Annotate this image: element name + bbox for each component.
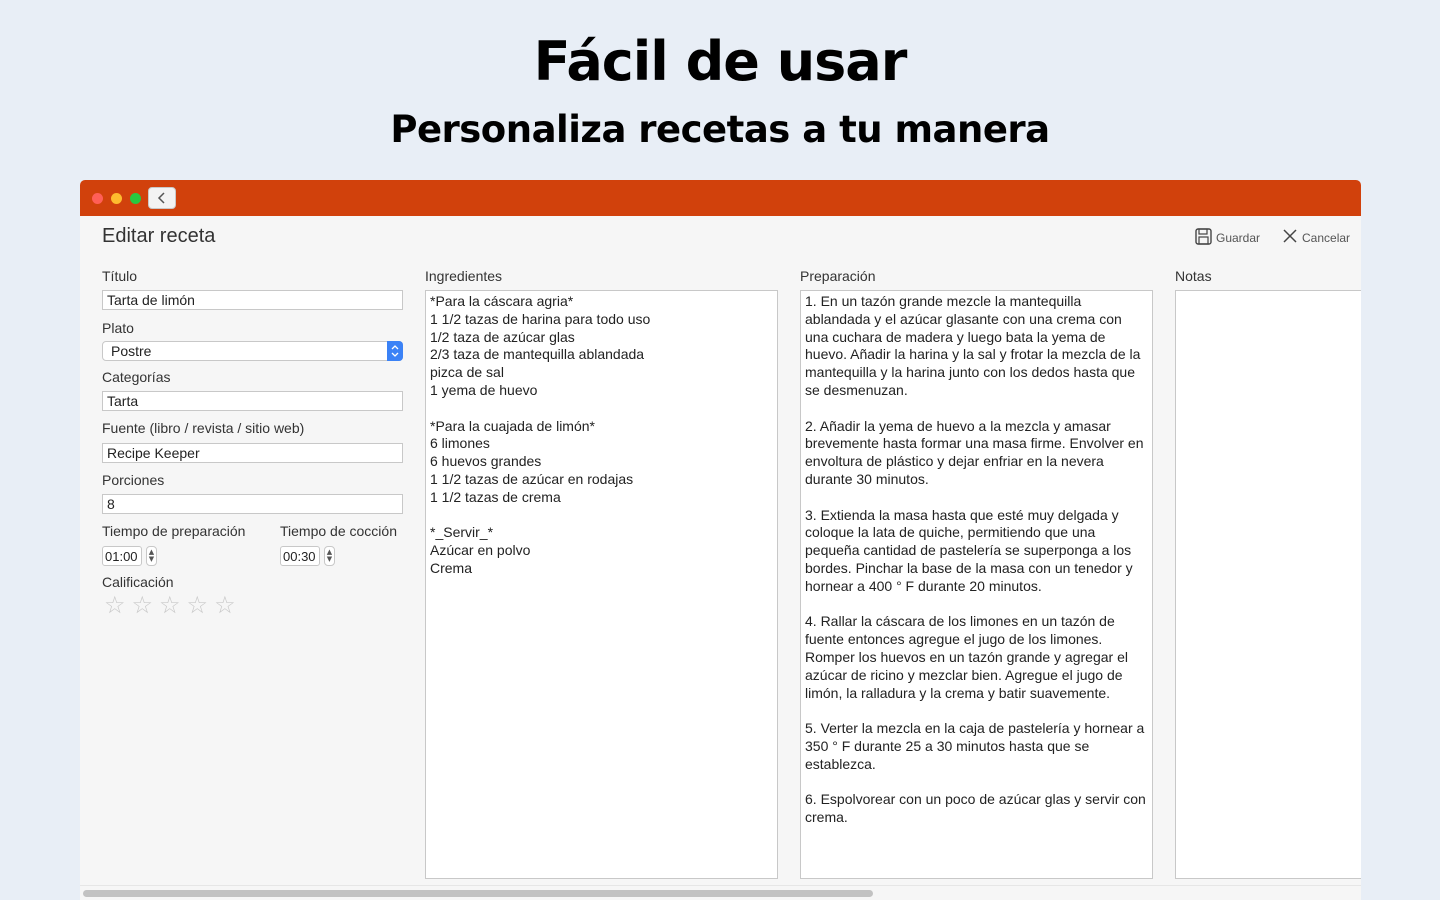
source-label: Fuente (libro / revista / sitio web) bbox=[102, 420, 305, 436]
source-field[interactable]: Recipe Keeper bbox=[102, 443, 403, 463]
window-titlebar bbox=[80, 180, 1361, 216]
star-icon[interactable]: ☆ bbox=[104, 591, 126, 619]
scrollbar-thumb[interactable] bbox=[83, 890, 873, 897]
servings-label: Porciones bbox=[102, 472, 165, 488]
cook-time-label: Tiempo de cocción bbox=[280, 523, 397, 539]
stepper-up-icon: ▲ bbox=[326, 548, 333, 556]
cancel-button[interactable] bbox=[1282, 228, 1350, 247]
zoom-window-button[interactable] bbox=[130, 193, 141, 204]
preparation-label: Preparación bbox=[800, 268, 876, 284]
close-window-button[interactable] bbox=[92, 193, 103, 204]
back-button[interactable] bbox=[148, 187, 176, 209]
stepper-down-icon: ▼ bbox=[326, 555, 333, 563]
categories-field[interactable]: Tarta bbox=[102, 391, 403, 411]
star-icon[interactable]: ☆ bbox=[214, 591, 236, 619]
course-select-value: Postre bbox=[111, 343, 152, 359]
notes-textarea[interactable] bbox=[1175, 290, 1361, 879]
stepper-up-icon: ▲ bbox=[148, 548, 155, 556]
notes-label: Notas bbox=[1175, 268, 1212, 284]
hero-subtitle: Personaliza recetas a tu manera bbox=[390, 108, 1050, 151]
select-arrows-icon bbox=[387, 341, 403, 361]
star-icon[interactable]: ☆ bbox=[131, 591, 154, 619]
course-label: Plato bbox=[102, 320, 134, 336]
title-field[interactable]: Tarta de limón bbox=[102, 290, 403, 310]
cook-time-field[interactable]: 00:30 bbox=[280, 546, 320, 566]
app-window bbox=[80, 180, 1361, 900]
save-button[interactable] bbox=[1195, 228, 1260, 248]
star-icon[interactable]: ☆ bbox=[186, 591, 209, 619]
save-button-label: Guardar bbox=[1216, 231, 1261, 245]
stepper-down-icon: ▼ bbox=[148, 555, 155, 563]
minimize-window-button[interactable] bbox=[111, 193, 122, 204]
cancel-button-label: Cancelar bbox=[1302, 230, 1351, 245]
servings-field[interactable]: 8 bbox=[102, 494, 403, 514]
close-icon bbox=[1282, 228, 1298, 247]
preparation-textarea[interactable]: 1. En un tazón grande mezcle la mantequilla ablandada y el azúcar glasante con una crema con una cuchara de madera y luego bata la yema de huevo. Añadir la harina y la sal y frotar la mezcla de la mantequilla y la harina junto con los dedos hasta que se desmenuzan. 2. Añadir la yema de huevo a la mezcla y amasar brevemente hasta formar una masa firme. Envolver en envoltura de plástico y dejar enfriar en la nevera durante 30 minutos. 3. Extienda la masa hasta que esté muy delgada y coloque la lata de quiche, permitiendo que una pequeña cantidad de pastelería se superponga a los bordes. Pinchar la base de la masa con un tenedor y hornear a 400 ° F durante 20 minutos. 4. Rallar la cáscara de los limones en un tazón de fuente entonces agregue el jugo de los limones. Romper los huevos en un tazón grande y agregar el azúcar de ricino y mezclar bien. Agregue el jugo de limón, la ralladura y la crema y batir suavemente. 5. Verter la mezcla en la caja de pastelería y hornear a 350 ° F durante 25 a 30 minutos hasta que se establezca. 6. Espolvorear con un poco de azúcar glas y servir con crema. bbox=[800, 290, 1153, 879]
ingredients-textarea[interactable]: *Para la cáscara agria* 1 1/2 tazas de harina para todo uso 1/2 taza de azúcar glas 2/3 taza de mantequilla ablandada pizca de sal 1 yema de huevo *Para la cuajada de limón* 6 limones 6 huevos grandes 1 1/2 tazas de azúcar en rodajas 1 1/2 tazas de crema *_Servir_* Azúcar en polvo Crema bbox=[425, 290, 778, 879]
horizontal-scrollbar[interactable] bbox=[80, 885, 1361, 900]
star-icon[interactable]: ☆ bbox=[159, 591, 181, 619]
rating-stars[interactable] bbox=[104, 593, 236, 617]
cook-time-stepper[interactable] bbox=[324, 546, 335, 566]
title-label: Título bbox=[102, 268, 138, 284]
page-title: Editar receta bbox=[102, 225, 216, 247]
prep-time-label: Tiempo de preparación bbox=[102, 523, 246, 539]
floppy-disk-icon bbox=[1195, 228, 1212, 248]
hero-title: Fácil de usar bbox=[533, 30, 907, 93]
categories-label: Categorías bbox=[102, 369, 171, 385]
course-select[interactable] bbox=[102, 341, 403, 361]
prep-time-stepper[interactable] bbox=[146, 546, 157, 566]
rating-label: Calificación bbox=[102, 574, 174, 590]
chevron-left-icon bbox=[157, 189, 167, 208]
prep-time-field[interactable]: 01:00 bbox=[102, 546, 142, 566]
ingredients-label: Ingredientes bbox=[425, 268, 503, 284]
